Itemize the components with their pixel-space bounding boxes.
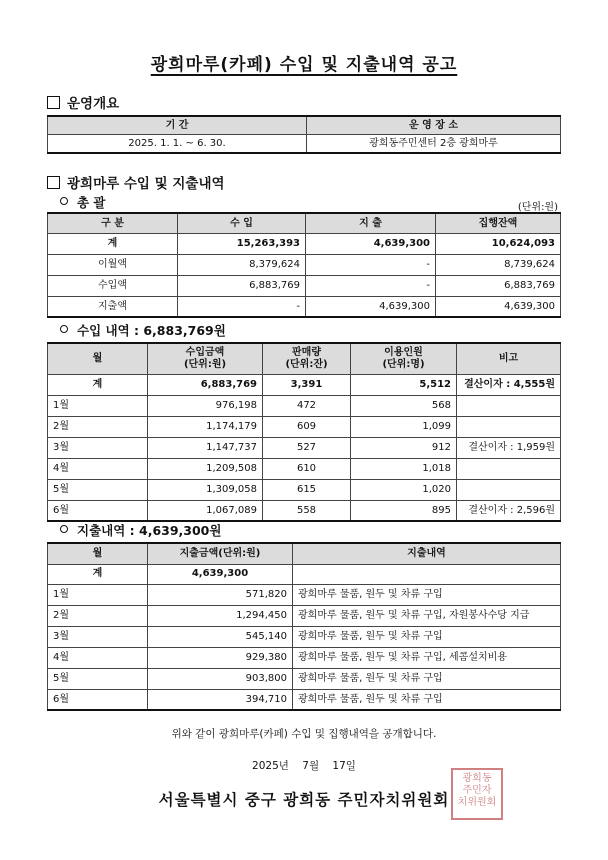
detail-cell: 광희마루 물품, 원두 및 차류 구입 [293, 584, 561, 605]
organization-name: 서울특별시 중구 광희동 주민자치위원회 [158, 791, 450, 809]
month-cell: 계 [48, 564, 148, 584]
section-heading-income-expense: 광희마루 수입 및 지출내역 [47, 172, 225, 192]
detail-cell: 광희마루 물품, 원두 및 차류 구입, 자원봉사수당 지급 [293, 605, 561, 626]
checkbox-square-icon [47, 96, 60, 109]
page-title: 광희마루(카페) 수입 및 지출내역 공고 [150, 55, 458, 75]
income-cell: 15,263,393 [178, 233, 306, 254]
table-header-row [48, 116, 561, 134]
users-cell: 1,099 [351, 416, 457, 437]
header-line: 이용인원 [384, 347, 423, 359]
amount-cell: 1,174,179 [148, 416, 263, 437]
table-row [48, 668, 561, 689]
header-unit: (단위:잔) [285, 358, 328, 370]
expense-heading: 지출내역 : 4,639,300원 [60, 521, 221, 539]
note-cell [457, 416, 561, 437]
month-cell: 계 [48, 374, 148, 395]
sales-cell: 3,391 [263, 374, 351, 395]
circle-bullet-icon [60, 325, 68, 333]
sales-cell: 615 [263, 479, 351, 500]
month-cell: 3월 [48, 626, 148, 647]
table-row [48, 437, 561, 458]
row-label: 지출액 [48, 296, 178, 317]
amount-cell: 1,067,089 [148, 500, 263, 521]
sales-cell: 472 [263, 395, 351, 416]
period-cell: 2025. 1. 1. ~ 6. 30. [48, 134, 307, 153]
income-cell: - [178, 296, 306, 317]
month-cell: 3월 [48, 437, 148, 458]
users-cell: 1,018 [351, 458, 457, 479]
users-cell: 5,512 [351, 374, 457, 395]
row-label: 이월액 [48, 254, 178, 275]
balance-cell: 6,883,769 [436, 275, 561, 296]
table-header-row [48, 343, 561, 374]
sales-cell: 558 [263, 500, 351, 521]
table-row [48, 233, 561, 254]
amount-cell: 1,209,508 [148, 458, 263, 479]
location-cell: 광희동주민센터 2층 광희마루 [307, 134, 561, 153]
table-row [48, 416, 561, 437]
overview-table [47, 115, 561, 154]
expense-cell: - [306, 254, 436, 275]
header-cell: 월 [48, 343, 148, 374]
month-cell: 5월 [48, 479, 148, 500]
amount-cell: 6,883,769 [148, 374, 263, 395]
table-header-row [48, 543, 561, 564]
sales-cell: 610 [263, 458, 351, 479]
balance-cell: 8,739,624 [436, 254, 561, 275]
note-cell [457, 395, 561, 416]
header-cell [148, 343, 263, 374]
note-cell [457, 458, 561, 479]
users-cell: 912 [351, 437, 457, 458]
table-row [48, 479, 561, 500]
official-seal-stamp [451, 768, 503, 820]
note-cell: 결산이자 : 1,959원 [457, 437, 561, 458]
expense-cell: 4,639,300 [306, 233, 436, 254]
month-cell: 2월 [48, 605, 148, 626]
circle-bullet-icon [60, 197, 68, 205]
table-row [48, 605, 561, 626]
amount-cell: 571,820 [148, 584, 293, 605]
amount-cell: 976,198 [148, 395, 263, 416]
amount-cell: 4,639,300 [148, 564, 293, 584]
header-cell: 집행잔액 [436, 213, 561, 233]
expense-cell: 4,639,300 [306, 296, 436, 317]
expense-table [47, 542, 561, 711]
disclosure-note: 위와 같이 광희마루(카페) 수입 및 집행내역을 공개합니다. [171, 728, 437, 740]
month-cell: 6월 [48, 689, 148, 710]
table-row [48, 564, 561, 584]
detail-cell: 광희마루 물품, 원두 및 차류 구입 [293, 668, 561, 689]
table-row [48, 254, 561, 275]
header-line: 판매량 [292, 347, 321, 359]
header-cell: 월 [48, 543, 148, 564]
income-heading: 수입 내역 : 6,883,769원 [60, 321, 226, 339]
unit-label: (단위:원) [517, 202, 558, 213]
checkbox-square-icon [47, 176, 60, 189]
income-cell: 8,379,624 [178, 254, 306, 275]
balance-cell: 4,639,300 [436, 296, 561, 317]
amount-cell: 1,147,737 [148, 437, 263, 458]
amount-cell: 1,294,450 [148, 605, 293, 626]
note-cell: 결산이자 : 2,596원 [457, 500, 561, 521]
table-row [48, 626, 561, 647]
expense-cell: - [306, 275, 436, 296]
month-cell: 4월 [48, 647, 148, 668]
detail-cell: 광희마루 물품, 원두 및 차류 구입, 세콤설치비용 [293, 647, 561, 668]
table-row [48, 296, 561, 317]
header-cell: 비고 [457, 343, 561, 374]
header-cell: 지 출 [306, 213, 436, 233]
row-label: 계 [48, 233, 178, 254]
table-row [48, 134, 561, 153]
header-cell [263, 343, 351, 374]
amount-cell: 929,380 [148, 647, 293, 668]
header-unit: (단위:명) [382, 358, 425, 370]
table-row [48, 458, 561, 479]
month-cell: 1월 [48, 584, 148, 605]
users-cell: 895 [351, 500, 457, 521]
seal-line: 주민자 [462, 785, 492, 796]
header-cell: 지출금액(단위:원) [148, 543, 293, 564]
month-cell: 1월 [48, 395, 148, 416]
seal-line: 치위원회 [457, 797, 497, 808]
section-heading-overview: 운영개요 [47, 92, 119, 112]
header-unit: (단위:원) [183, 358, 227, 370]
table-row [48, 584, 561, 605]
users-cell: 568 [351, 395, 457, 416]
month-cell: 2월 [48, 416, 148, 437]
header-cell: 기 간 [48, 116, 307, 134]
header-cell [351, 343, 457, 374]
note-cell [457, 479, 561, 500]
note-cell: 결산이자 : 4,555원 [457, 374, 561, 395]
header-line: 수입금액 [185, 347, 225, 359]
amount-cell: 394,710 [148, 689, 293, 710]
month-cell: 6월 [48, 500, 148, 521]
header-cell: 수 입 [178, 213, 306, 233]
month-cell: 5월 [48, 668, 148, 689]
issue-date: 2025년 7월 17일 [252, 760, 356, 772]
amount-cell: 903,800 [148, 668, 293, 689]
amount-cell: 545,140 [148, 626, 293, 647]
amount-cell: 1,309,058 [148, 479, 263, 500]
summary-heading: 총 괄 [60, 193, 106, 211]
sales-cell: 609 [263, 416, 351, 437]
month-cell: 4월 [48, 458, 148, 479]
balance-cell: 10,624,093 [436, 233, 561, 254]
header-cell: 지출내역 [293, 543, 561, 564]
detail-cell: 광희마루 물품, 원두 및 차류 구입 [293, 689, 561, 710]
table-header-row [48, 213, 561, 233]
income-cell: 6,883,769 [178, 275, 306, 296]
sales-cell: 527 [263, 437, 351, 458]
header-cell: 운 영 장 소 [307, 116, 561, 134]
table-row [48, 500, 561, 521]
income-table [47, 342, 561, 522]
seal-line: 광희동 [462, 773, 492, 784]
table-row [48, 275, 561, 296]
row-label: 수입액 [48, 275, 178, 296]
detail-cell [293, 564, 561, 584]
users-cell: 1,020 [351, 479, 457, 500]
table-row [48, 374, 561, 395]
detail-cell: 광희마루 물품, 원두 및 차류 구입 [293, 626, 561, 647]
table-row [48, 647, 561, 668]
table-row [48, 689, 561, 710]
circle-bullet-icon [60, 525, 68, 533]
table-row [48, 395, 561, 416]
summary-table [47, 212, 561, 318]
header-cell: 구 분 [48, 213, 178, 233]
